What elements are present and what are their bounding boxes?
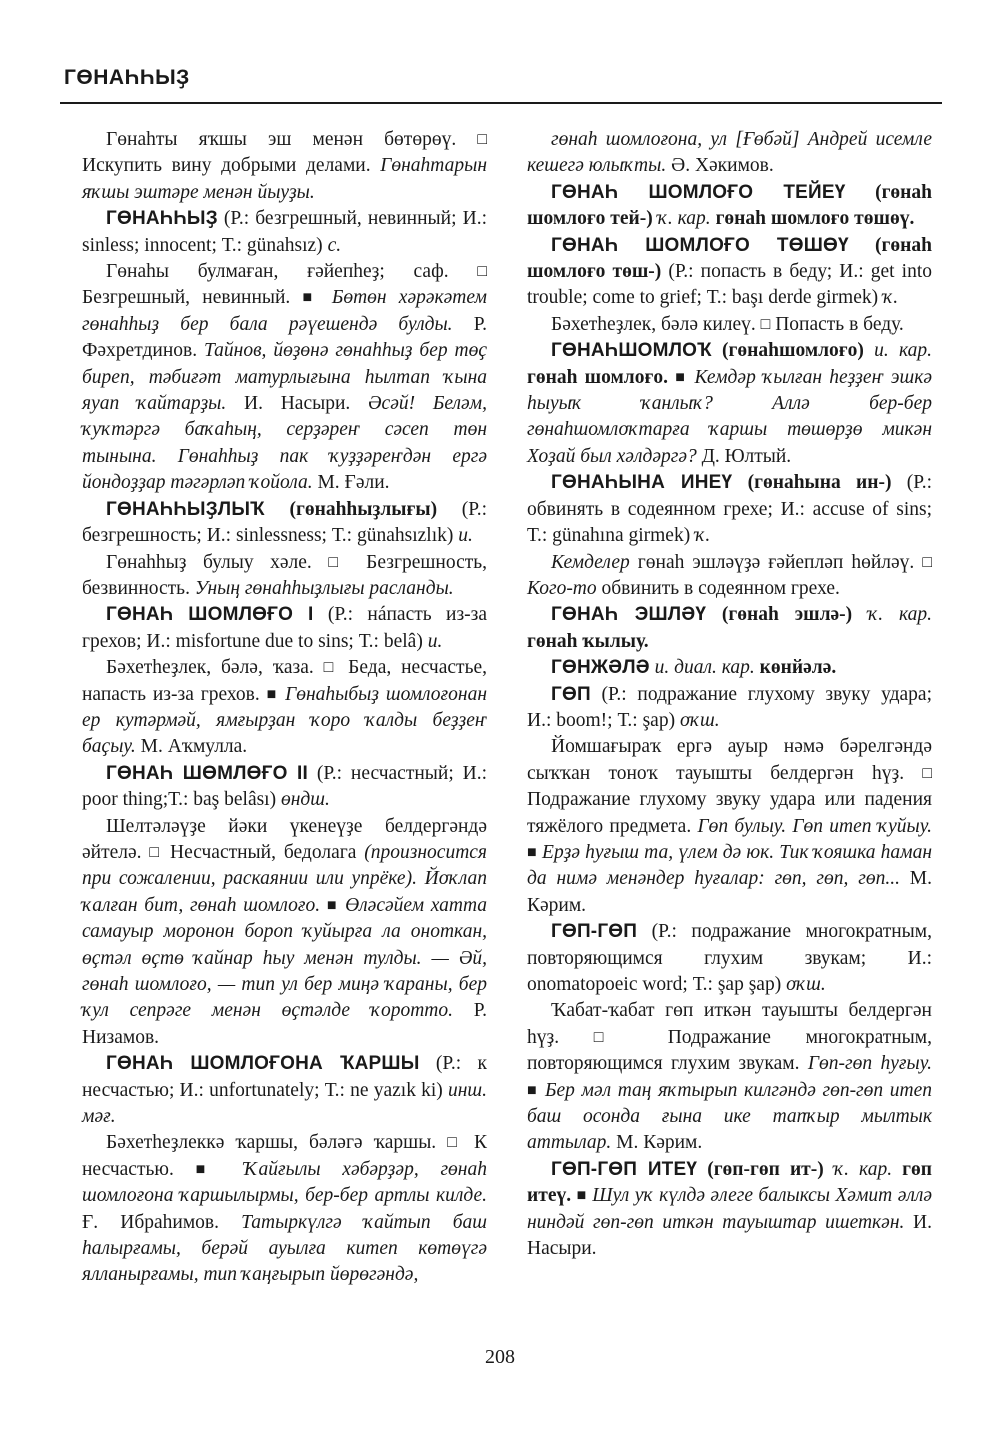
headword: ГӨП [551,683,591,705]
italic-text: Әсәй! Беләм, ҡуҡтәргә баҡаһың, серҙәреҥ сәсеп төн тынына. Гөнаһһыҙ пак ҡуҙҙәреҥдән ергә йондоҙҙар тәгәрләп ҡойола. [82,393,487,494]
dictionary-paragraph [82,655,487,761]
italic-text: ҡ. кар. [657,208,711,230]
text-run: И. Насыри. [226,393,368,415]
dictionary-paragraph [527,1157,932,1263]
text-run [222,1159,244,1180]
translation-marker: □ [447,1134,463,1152]
dictionary-paragraph [527,338,932,470]
text-run: (Р.: безгрешность; И.: sinlessness; Т.: günahsızlık) [82,498,487,547]
dictionary-paragraph [82,550,487,603]
text-run: Шелтәләүҙе йәки үкенеүҙе белдергәндә әйтелә. [82,815,487,863]
headword: ГӨНАҺ ШӨМЛӨҒО II [106,762,308,784]
dictionary-paragraph [527,233,932,312]
italic-text: и. [458,525,473,547]
example-marker: ■ [576,1187,587,1205]
italic-text: ҡ. [695,525,711,547]
italic-text: Гөп булыу. Гөп итеп ҡуйыу. [697,815,932,837]
text-run: Попасть в беду. [770,313,904,335]
headword: ГӨНАҺЫНА ИНЕҮ [551,472,733,494]
left-column [82,127,487,1289]
example-marker: ■ [266,685,279,703]
text-run: (Р.: к несчастью; И.: unfortunately; Т.: ne yazık ki) [82,1053,487,1101]
italic-text: Бер мәл таң яҡтырып килгәндә гөп-гөп итеп баш осонда ғына ике тапҡыр мылтык аттылар. [527,1079,933,1154]
text-run [320,287,332,308]
text-run: Гөнаһты яҡшы эш менән бөтөрөү. [106,129,478,150]
translation-marker: □ [922,553,932,571]
dictionary-paragraph [527,550,932,603]
translation-marker: □ [477,263,487,281]
dictionary-paragraph [527,470,932,549]
text-run: Ҡабат-ҡабат гөп иткән тауышты белдергән һүҙ. [527,1000,932,1048]
running-header [60,64,942,104]
dictionary-paragraph [527,180,932,233]
italic-text: Ерҙә һуғыш та, үлем дә юк. Тик ҡояшка һаман да нимә менәндер һуғалар: гөп, гөп, гөп... [527,841,933,890]
translation-marker: □ [328,553,350,571]
bold-form: (гөнаһ эшлә-) [706,604,868,626]
headword: ГӨНАҺ ШОМЛОҒО ТЕЙЕҮ [551,181,846,203]
translation-marker: □ [149,843,163,861]
dictionary-paragraph [82,602,487,655]
italic-text: Өләсәйем хатта самауыр моронон бороп ҡуйырға ла оноткан, өҫтәл өҫтө ҡайнар һыу менән тулды. — Әй, гөнаһ шомлоғо, — тип ул бер миңә ҡараны, бер ҡул сепрәге менән өҫтәлде ҡоротто. [82,894,488,1022]
italic-text: ҡ. кар. [868,604,933,626]
dictionary-paragraph [82,1130,487,1288]
text-run: Искупить вину добрыми делами. [82,155,381,177]
bold-form: (гөнаһ шомлоғо тей-) [527,181,933,230]
italic-text: Кого-то [527,577,597,599]
italic-text: Кемделер [551,551,630,573]
text-run: Р. Фәхретдинов. [82,313,487,362]
text-run: К несчастью. [82,1132,487,1180]
text-run: М. Аҡмулла. [135,736,248,758]
translation-marker: □ [323,659,339,677]
text-run: Беда, несчастье, напасть из-за грехов. [82,657,487,705]
headword: ГӨНАҺҺЫҘЛЫҠ [106,498,265,520]
italic-text: и. диал. кар. [654,657,755,679]
bold-form: гөнаһ шомлоғо төшөү. [710,208,915,230]
bold-form: гөп итеү. [527,1158,932,1207]
dictionary-paragraph [527,655,932,681]
italic-text: Тайнов, йөҙөнә гөнаһһыҙ бер төҫ биреп, тәбиғәт матурлығына һылтап ҡына яуап ҡайтарҙы. [82,340,488,415]
dictionary-paragraph [82,259,487,497]
text-run: гөнаһ эшләүҙә ғәйепләп һөйләү. [629,551,923,573]
bold-form: гөнаһ шомлоғо. [527,366,668,388]
text-run: Несчастный, бедолага [162,841,365,863]
example-marker: ■ [527,843,537,861]
text-run: Бәхетһеҙлек, бәлә килеү. [551,313,761,335]
dictionary-paragraph [527,682,932,735]
text-run: М. Кәрим. [611,1132,703,1154]
italic-text: гөнаһ шомлоғона, ул [Ғөбәй] Андрей исемле кешегә юлыҡты. [527,129,932,177]
text-run: Подражание глухому звуку удара или падения тяжёлого предмета. [527,789,932,837]
bold-form: (гөнаһ шомлоғо төш-) [527,234,932,283]
bold-form: (гөп-гөп ит-) [697,1158,834,1180]
text-run: Безгрешность, безвинность. [82,551,488,599]
text-run: Подражание многократным, повторяющимся глухим звукам. [527,1026,932,1075]
text-run: Гөнаһы булмаған, ғәйепһеҙ; саф. [106,261,478,283]
dictionary-paragraph [527,919,932,998]
text-run: Ә. Хәкимов. [666,155,774,177]
dictionary-paragraph [82,814,487,1052]
italic-text: Татыркүлгә ҡайтып баш һалырғамы, берәй ауылға китеп көтөүгә ялланырғамы, тип ҡаңғырып йөрөгәндә, [82,1211,487,1286]
example-marker: ■ [195,1160,223,1178]
header-title: ГӨНАҺҺЫҘ [64,66,190,89]
dictionary-paragraph [527,998,932,1156]
dictionary-paragraph [82,1051,487,1130]
dictionary-paragraph [82,497,487,550]
text-run [320,895,327,916]
italic-text: өндш. [280,789,330,811]
italic-text: Уның гөнаһһыҙлығы расланды. [194,577,454,599]
dictionary-paragraph [82,206,487,259]
text-run: (Р.: несчастный; И.: poor thing;Т.: baş belâsı) [82,762,487,811]
translation-marker: □ [477,131,487,148]
text-run: М. Кәрим. [527,868,932,916]
headword: ГӨНАҺ ШОМЛӨҒО I [106,604,314,626]
headword: ГӨП-ГӨП ИТЕҮ [551,1158,698,1180]
dictionary-paragraph [527,127,932,180]
italic-text: ҡ. [882,287,899,309]
text-run: Безгрешный, невинный. [82,287,303,309]
text-run: (Р.: подражание многократным, повторяющимся глухим звукам; И.: onomatopoeic word; Т.: şap şap) [527,921,932,995]
headword: ГӨНАҺ ЭШЛӘҮ [551,604,707,626]
example-marker: ■ [326,896,339,914]
headword: ГӨНАҺ ШОМЛОҒОНА ҠАРШЫ [106,1053,420,1075]
bold-form: (гөнаһшомлоғо) [711,340,875,362]
dictionary-paragraph [527,312,932,338]
translation-marker: □ [922,764,932,782]
translation-marker: □ [593,1028,634,1046]
italic-text: Ҡайғылы хәбәрҙәр, гөнаһ шомлоғона ҡаршылырмы, бер-бер артлы килде. [82,1158,487,1207]
italic-text: (произносится при сожалении, раскаянии или упрёке). Йоҡлап ҡалған бит, гөнаһ шомлоғо. [82,841,487,916]
dictionary-paragraph [527,602,932,655]
text-run: (Р.: обвинять в содеянном грехе; И.: accuse of sins; Т.: günahına girmek) [527,472,932,547]
text-run: Р. Низамов. [82,1000,487,1048]
italic-text: Кемдәр ҡылған һеҙҙеҥ эшкә һыуыҡ ҡанлыҡ? Аллә бер-бер гөнаһшомлоҡтарға ҡаршы төшөрҙө микән Хоҙай был хәлдәргә? [527,366,933,467]
example-marker: ■ [527,1081,539,1099]
headword: ГӨНЖӘЛӘ [551,657,650,679]
italic-text: оҡш. [786,974,826,995]
italic-text: с. [327,234,342,256]
text-run: Д. Юлтый. [696,445,792,467]
dictionary-paragraph [527,734,932,919]
bold-form: (гөнаһына ин-) [732,472,907,494]
text-run: Ғ. Ибраһимов. [82,1211,242,1233]
bold-form: (гөнаһһыҙлығы) [264,498,462,520]
headword: ГӨНАҺ ШОМЛОҒО ТӨШӨҮ [551,234,849,256]
page-number: 208 [485,1346,515,1368]
dictionary-paragraph [82,127,487,206]
dictionary-paragraph [82,761,487,814]
italic-text: Гөп-гөп һуғыу. [807,1053,933,1075]
headword: ГӨНАҺҺЫҘ [106,208,218,230]
italic-text: и. кар. [874,340,933,362]
italic-text: оҡш. [679,709,720,731]
text-run: (Р.: безгрешный, невинный; И.: sinless; innocent; Т.: günahsız) [82,208,487,256]
text-run: Бәхетһеҙлеккә ҡаршы, бәләгә ҡаршы. [106,1132,448,1154]
bold-form: көнйәлә. [754,657,837,679]
italic-text: Шул уҡ күлдә әлеге балыксы Хәмит әллә ниндәй гөп-гөп иткән тауыштар ишеткән. [527,1185,933,1233]
italic-text: Гөнаһыбыҙ шомлоғонан ер кутәрмәй, ямғырҙан ҡоро ҡалды беҙҙеҥ баҫыу. [82,683,487,758]
text-run: (Р.: попасть в беду; И.: get into trouble; come to grief; Т.: başı derde girmek) [527,261,932,309]
translation-marker: □ [760,315,771,333]
text-run: Гөнаһһыҙ булыу хәле. [106,551,329,573]
italic-text: Бөтөн хәрәкәтем гөнаһһыҙ бер бала рәүешендә булды. [82,287,487,335]
right-column [527,127,932,1262]
italic-text: Гөнаһтарын яҡшы эштәре менән йыуҙы. [82,155,487,203]
bold-form: гөнаһ ҡылыу. [527,630,649,652]
text-run: И. Насыри. [527,1211,932,1260]
text-run: Бәхетһеҙлек, бәлә, ҡаза. [106,657,324,679]
text-run: (Р.: подражание глухому звуку удара; И.: boom!; Т.: şap) [527,683,932,731]
italic-text: ҡ. кар. [833,1158,893,1180]
example-marker: ■ [302,289,320,307]
headword: ГӨП-ГӨП [551,921,638,943]
example-marker: ■ [675,368,688,386]
italic-text: инш. мәғ. [82,1079,487,1128]
text-run: обвинить в содеянном грехе. [596,577,840,599]
italic-text: и. [427,630,443,652]
text-run: М. Ғәли. [312,472,390,494]
text-run: (Р.: нáпасть из-за грехов; И.: misfortune due to sins; Т.: belâ) [82,604,487,652]
headword: ГӨНАҺШОМЛОҠ [551,340,712,362]
text-run: Йомшағыраҡ ергә ауыр нәмә бәрелгәндә сыҡҡан тоноҡ тауышты белдергән һүҙ. [527,736,932,784]
